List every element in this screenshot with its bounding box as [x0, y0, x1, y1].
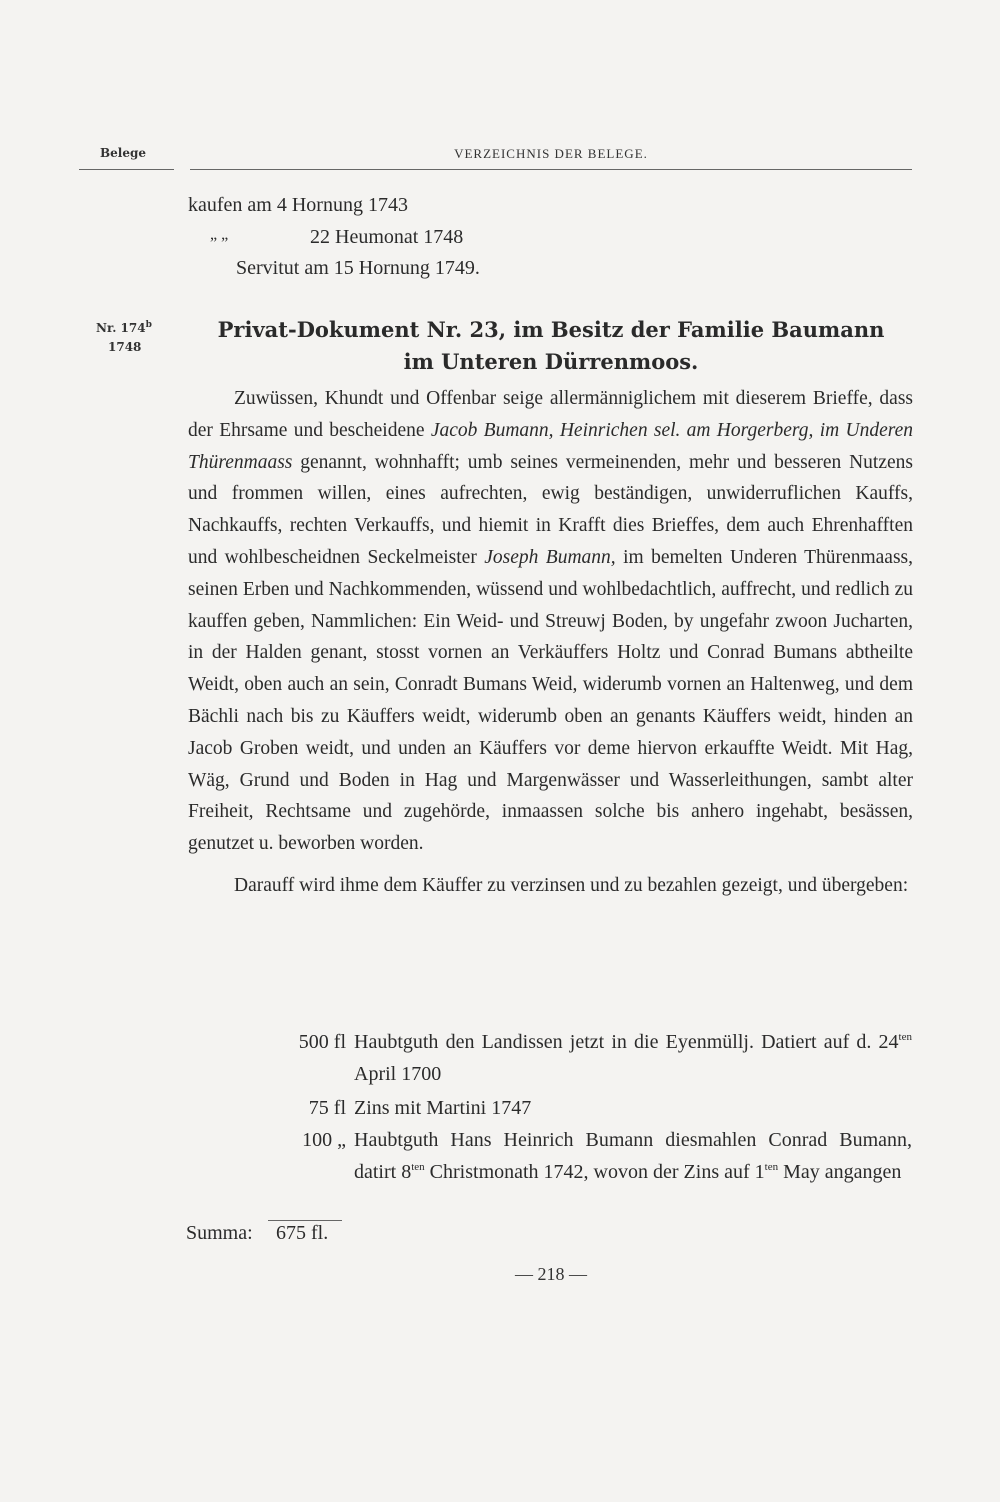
ditto-marks: „ „ — [210, 226, 229, 243]
entry-amount: 500 fl — [298, 1031, 346, 1053]
header-rule — [190, 169, 912, 170]
body-paragraph-2: Darauff wird ihme dem Käuffer zu verzinsen und zu bezahlen gezeigt, und übergeben: — [234, 874, 909, 896]
entry-text: Haubtguth den Landissen jetzt in die Eyenmüllj. Datiert auf d. $24^{ten}$ April 1700 — [354, 1031, 912, 1085]
continuation-line-2: 22 Heumonat 1748 — [310, 226, 464, 248]
entry-amount: 100 „ — [302, 1129, 346, 1151]
entry-amount: 75 fl — [308, 1097, 346, 1119]
margin-year: 1748 — [108, 340, 142, 354]
page-number: — 218 — — [515, 1264, 587, 1284]
side-label: Belege — [100, 146, 146, 160]
summa-total: 675 fl. — [276, 1222, 329, 1244]
running-header: VERZEICHNIS DER BELEGE. — [454, 146, 648, 161]
document-heading-line-1: Privat-Dokument Nr. 23, im Besitz der Familie Baumann — [217, 317, 885, 342]
entry-text: Zins mit Martini 1747 — [354, 1097, 532, 1119]
continuation-line-3: Servitut am 15 Hornung 1749. — [236, 257, 480, 279]
summa-label: Summa: — [186, 1222, 253, 1244]
margin-document-number: Nr. 174$^b$ — [96, 320, 152, 335]
header-rule-left — [79, 169, 174, 170]
name-joseph-bumann: Joseph Bumann, — [484, 546, 616, 568]
document-body — [188, 383, 913, 902]
name-jacob-bumann: Jacob Bumann, Heinrichen sel. am Horgerberg, im Underen Thürenmaass — [188, 419, 913, 473]
entry-text: Haubtguth Hans Heinrich Bumann diesmahlen Conrad Bumann, datirt $8^{ten}$ Christmonath 1742, wovon der Zins auf $1^{ten}$ May angangen — [354, 1129, 912, 1183]
body-paragraph-1: Zuwüssen, Khundt und Offenbar seige allermänniglichem mit dieserem Brieffe, dass der Ehrsame und bescheidene Jacob Bumann, Heinrichen sel. am Horgerberg, im Underen Thürenmaass genannt, wohnhafft; umb seines vermeinenden, mehr und besseren Nutzens und frommen willen, eines aufrechten, ewig beständigen, unwiderruflichen Kauffs, Nachkauffs, rechten Verkauffs, und hiemit in Krafft dies Brieffes, dem auch Ehrenhafften und wohlbescheidnen Seckelmeister Joseph Bumann, im bemelten Underen Thürenmaass, seinen Erben und Nachkommenden, wüssend und wohlbedachtlich, auffrecht, und redlich zu kauffen geben, Nammlichen: Ein Weid- und Streuwj Boden, by ungefahr zwoon Jucharten, in der Halden genant, stosst vornen an Verkäuffers Holtz und Conrad Bumans abtheilte Weidt, oben auch an sein, Conradt Bumans Weid, widerumb vornen an Haltenweg, und dem Bächli nach bis zu Käuffers weidt, widerumb oben an genants Käuffers weidt, hinden an Jacob Groben weidt, und unden an Käuffers vor deme hiervon erkauffte Weidt. Mit Hag, Wäg, Grund und Boden in Hag und Margenwässer und Wasserleithungen, sambt alter Freiheit, Rechtsame und zugehörde, inmaassen solche bis anhero ingehabt, besässen, genutzet u. beworben worden. — [188, 388, 913, 855]
continuation-line-1: kaufen am 4 Hornung 1743 — [188, 194, 408, 216]
sum-rule — [268, 1220, 342, 1221]
document-heading-line-2: im Unteren Dürrenmoos. — [403, 349, 699, 374]
